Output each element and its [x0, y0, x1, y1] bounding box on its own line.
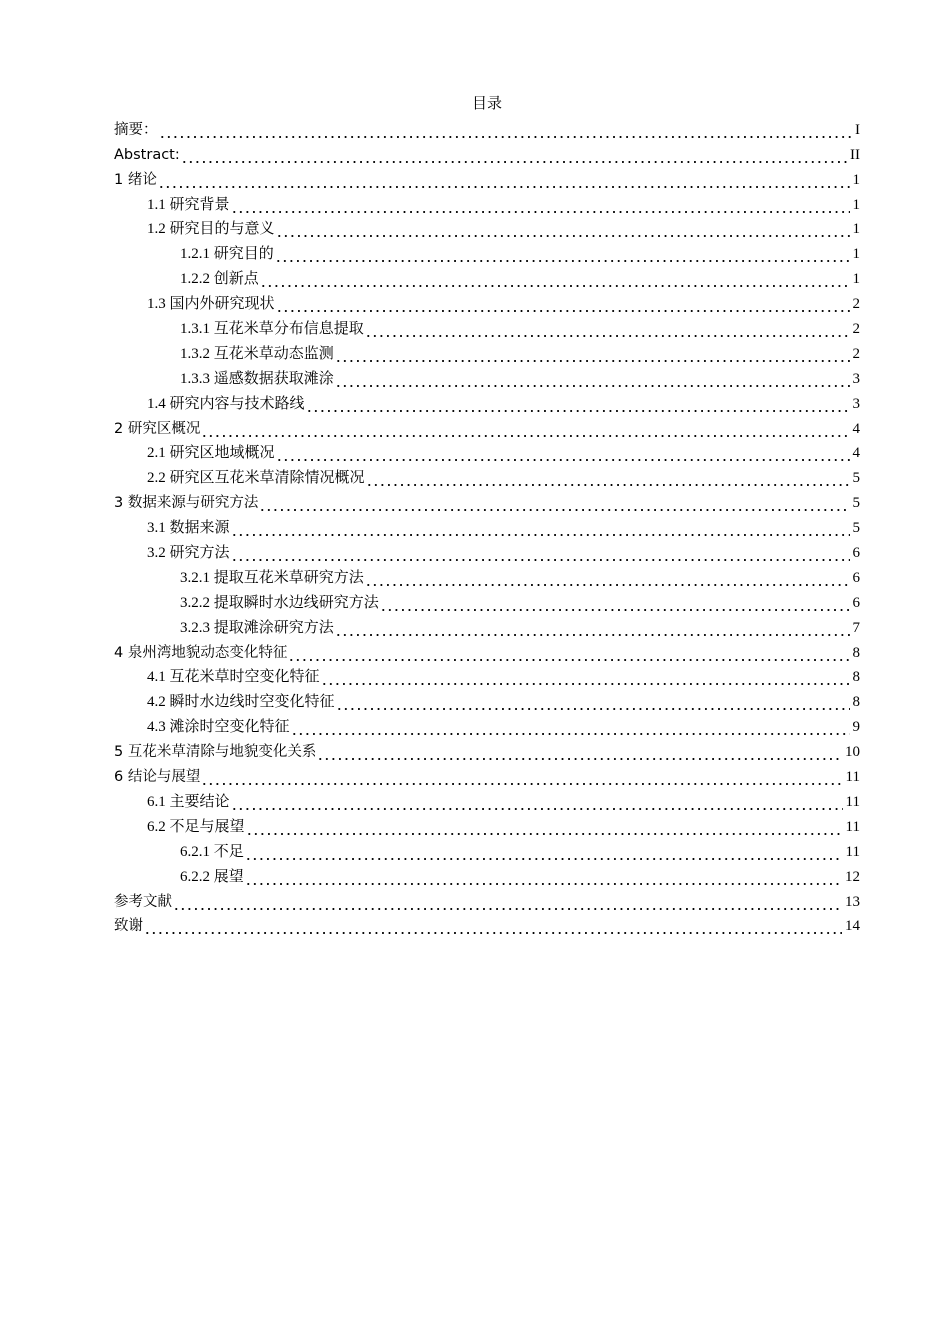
toc-entry-label: 致谢	[114, 918, 143, 935]
toc-entry[interactable]	[114, 515, 860, 540]
toc-entry[interactable]	[114, 540, 860, 565]
toc-entry[interactable]	[114, 814, 860, 839]
toc-entry-page-number: 5	[852, 470, 860, 487]
toc-entry-label: 4.1 互花米草时空变化特征	[147, 669, 320, 686]
toc-entry-label: 4.3 滩涂时空变化特征	[147, 719, 290, 736]
dot-leader	[173, 892, 842, 912]
dot-leader	[260, 269, 850, 289]
toc-entry[interactable]	[114, 615, 860, 640]
toc-entry[interactable]	[114, 689, 860, 714]
toc-entry-page-number: 12	[845, 868, 860, 885]
dot-leader	[246, 817, 843, 837]
toc-entry[interactable]	[114, 241, 860, 266]
toc-entry-page-number: 8	[852, 644, 860, 661]
toc-entry-page-number: 8	[852, 694, 860, 711]
toc-entry-page-number: 2	[852, 296, 860, 313]
toc-entry[interactable]	[114, 117, 860, 142]
toc-entry[interactable]	[114, 864, 860, 889]
toc-entry-page-number: 6	[852, 545, 860, 562]
toc-entry[interactable]	[114, 416, 860, 441]
toc-entry-label: 3.2.2 提取瞬时水边线研究方法	[180, 594, 379, 611]
toc-entry-page-number: 11	[845, 793, 860, 810]
toc-entry-label: 6 结论与展望	[114, 769, 201, 786]
toc-entry[interactable]	[114, 341, 860, 366]
toc-entry-label: 1.2.2 创新点	[180, 271, 259, 288]
toc-entry[interactable]	[114, 142, 860, 167]
toc-entry-page-number: 1	[852, 171, 860, 188]
toc-entry[interactable]	[114, 316, 860, 341]
toc-entry[interactable]	[114, 789, 860, 814]
toc-entry-page-number: 1	[852, 271, 860, 288]
dot-leader	[276, 443, 850, 463]
toc-entry-page-number: 8	[852, 669, 860, 686]
toc-entry-label: 5 互花米草清除与地貌变化关系	[114, 744, 317, 761]
dot-leader	[306, 394, 850, 414]
toc-entry-label: 3.2.1 提取互花米草研究方法	[180, 569, 364, 586]
toc-entry[interactable]	[114, 441, 860, 466]
dot-leader	[245, 867, 842, 887]
toc-entry[interactable]	[114, 167, 860, 192]
dot-leader	[259, 493, 849, 513]
toc-entry-page-number: 6	[852, 594, 860, 611]
toc-entry-label: 摘要：	[114, 121, 158, 138]
toc-entry[interactable]	[114, 764, 860, 789]
toc-entry-page-number: 11	[845, 769, 860, 786]
dot-leader	[276, 294, 850, 314]
dot-leader	[231, 518, 850, 538]
toc-entry-page-number: 11	[845, 843, 860, 860]
dot-leader	[335, 344, 850, 364]
dot-leader	[335, 369, 850, 389]
dot-leader	[159, 120, 853, 140]
toc-entry-label: 4.2 瞬时水边线时空变化特征	[147, 694, 335, 711]
dot-leader	[380, 593, 850, 613]
toc-entry[interactable]	[114, 192, 860, 217]
toc-entry[interactable]	[114, 565, 860, 590]
toc-entry-page-number: 7	[852, 619, 860, 636]
toc-entry[interactable]	[114, 640, 860, 665]
toc-entry-label: 1.1 研究背景	[147, 196, 230, 213]
toc-entry[interactable]	[114, 217, 860, 242]
toc-entry-label: 1.3 国内外研究现状	[147, 296, 275, 313]
toc-entry-label: 4 泉州湾地貌动态变化特征	[114, 644, 288, 661]
toc-entry[interactable]	[114, 266, 860, 291]
toc-entry[interactable]	[114, 291, 860, 316]
dot-leader	[275, 244, 850, 264]
dot-leader	[181, 145, 847, 165]
toc-entry-label: 2.2 研究区互花米草清除情况概况	[147, 470, 365, 487]
dot-leader	[201, 419, 849, 439]
toc-entry-page-number: 11	[845, 818, 860, 835]
toc-entry[interactable]	[114, 665, 860, 690]
dot-leader	[245, 842, 843, 862]
toc-entry-page-number: 10	[845, 744, 860, 761]
toc-entry-label: 1.3.3 遥感数据获取滩涂	[180, 370, 334, 387]
toc-entry-page-number: 4	[852, 420, 860, 437]
toc-entry-page-number: 2	[852, 321, 860, 338]
toc-entry-page-number: 14	[845, 918, 860, 935]
toc-entry-label: 3.2 研究方法	[147, 545, 230, 562]
dot-leader	[144, 916, 842, 936]
toc-entry-label: 6.2 不足与展望	[147, 818, 245, 835]
dot-leader	[317, 742, 842, 762]
toc-entry-label: 2.1 研究区地域概况	[147, 445, 275, 462]
toc-entry-page-number: 1	[852, 196, 860, 213]
dot-leader	[365, 568, 850, 588]
toc-entry-page-number: 3	[852, 395, 860, 412]
toc-entry-page-number: 6	[852, 569, 860, 586]
toc-entry-page-number: 9	[852, 719, 860, 736]
dot-leader	[276, 219, 850, 239]
toc-entry-page-number: 2	[852, 345, 860, 362]
dot-leader	[365, 319, 850, 339]
toc-entry-label: 1.4 研究内容与技术路线	[147, 395, 305, 412]
toc-entry-label: Abstract:	[114, 146, 180, 163]
table-of-contents	[114, 117, 860, 938]
dot-leader	[288, 643, 849, 663]
toc-entry-page-number: 4	[852, 445, 860, 462]
dot-leader	[321, 667, 850, 687]
toc-entry[interactable]	[114, 465, 860, 490]
toc-entry-label: 参考文献	[114, 893, 172, 910]
toc-entry[interactable]	[114, 366, 860, 391]
toc-entry-page-number: 5	[852, 520, 860, 537]
dot-leader	[291, 717, 850, 737]
toc-entry-label: 1.2 研究目的与意义	[147, 221, 275, 238]
toc-entry[interactable]	[114, 914, 860, 939]
toc-entry-label: 1.3.1 互花米草分布信息提取	[180, 321, 364, 338]
toc-entry-label: 1.3.2 互花米草动态监测	[180, 345, 334, 362]
dot-leader	[335, 618, 850, 638]
toc-entry-page-number: 13	[845, 893, 860, 910]
dot-leader	[231, 543, 850, 563]
dot-leader	[336, 692, 850, 712]
toc-entry-page-number: 5	[852, 495, 860, 512]
toc-entry-label: 6.1 主要结论	[147, 793, 230, 810]
toc-entry[interactable]	[114, 590, 860, 615]
toc-entry-page-number: 1	[852, 246, 860, 263]
toc-title: 目录	[471, 96, 502, 112]
toc-entry[interactable]	[114, 889, 860, 914]
toc-entry[interactable]	[114, 490, 860, 515]
toc-entry-label: 1.2.1 研究目的	[180, 246, 274, 263]
toc-entry-label: 6.2.2 展望	[180, 868, 244, 885]
dot-leader	[231, 792, 843, 812]
toc-entry-label: 6.2.1 不足	[180, 843, 244, 860]
toc-entry-page-number: 1	[852, 221, 860, 238]
toc-entry-label: 1 绪论	[114, 171, 157, 188]
toc-entry-page-number: 3	[852, 370, 860, 387]
toc-entry-label: 3 数据来源与研究方法	[114, 495, 259, 512]
toc-entry-label: 3.1 数据来源	[147, 520, 230, 537]
toc-entry[interactable]	[114, 714, 860, 739]
toc-entry-page-number: II	[850, 146, 860, 163]
toc-entry-label: 2 研究区概况	[114, 420, 201, 437]
dot-leader	[201, 767, 842, 787]
toc-entry[interactable]	[114, 391, 860, 416]
toc-entry[interactable]	[114, 839, 860, 864]
toc-entry-label: 3.2.3 提取滩涂研究方法	[180, 619, 334, 636]
dot-leader	[231, 195, 850, 215]
toc-entry[interactable]	[114, 739, 860, 764]
dot-leader	[366, 468, 850, 488]
dot-leader	[158, 170, 850, 190]
toc-entry-page-number: I	[855, 121, 860, 138]
